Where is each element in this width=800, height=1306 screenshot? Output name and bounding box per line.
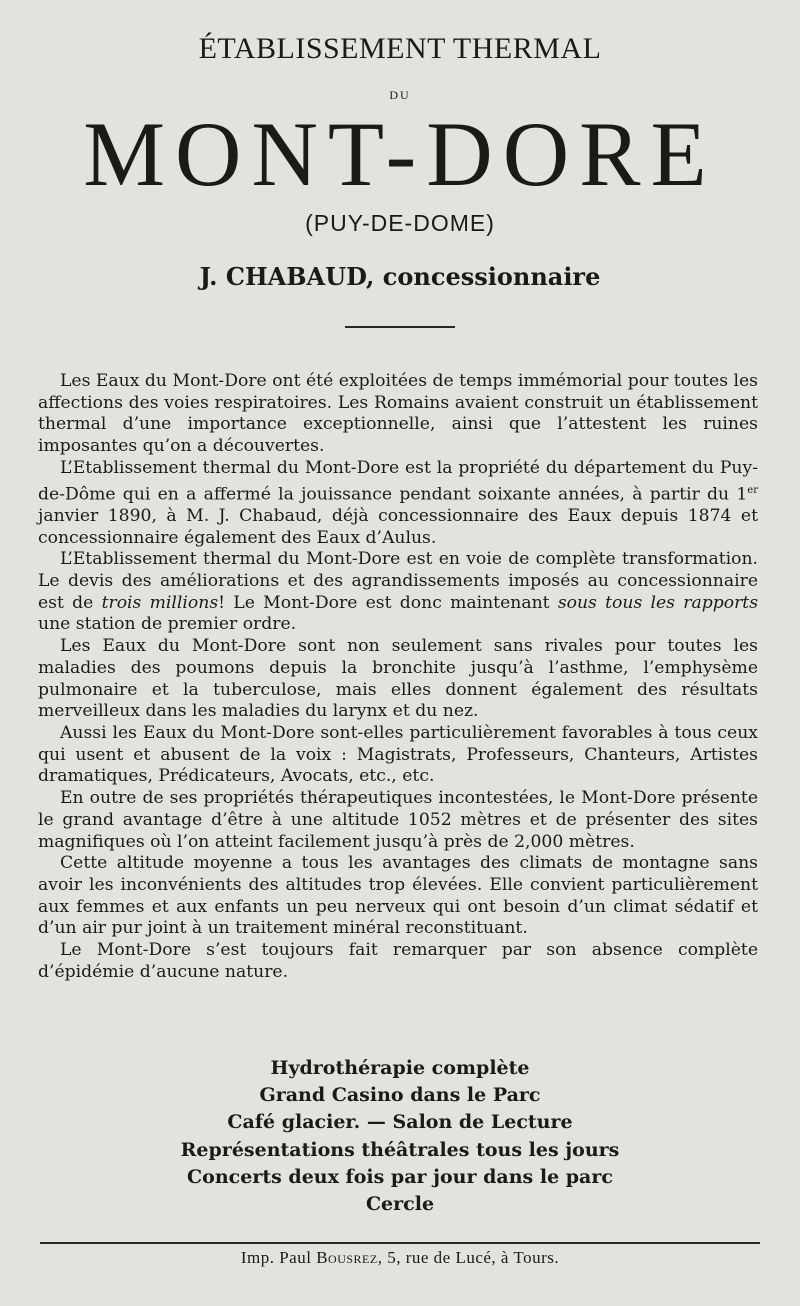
paragraph-ownership-part2: janvier 1890, à M. J. Chabaud, déjà concessionnaire des Eaux depuis 1874 et concessionnaire également des Eaux d’Aulus. — [38, 505, 758, 548]
amenities-list — [0, 1055, 800, 1218]
body-text — [38, 371, 758, 983]
amenity-item: Grand Casino dans le Parc — [259, 1084, 541, 1107]
footer-prefix: Imp. Paul — [240, 1248, 317, 1267]
paragraph-altitude: En outre de ses propriétés thérapeutiques incontestées, le Mont-Dore présente le grand avantage d’être à une altitude 1052 mètres et de présenter des sites magnifiques où l’on atteint facilement jusqu’à près de 2,000 mètres. — [38, 788, 758, 852]
paragraph-epidemie: Le Mont-Dore s’est toujours fait remarquer par son absence complète d’épidémie d’aucune nature. — [38, 940, 758, 982]
heading-connector: DU — [389, 88, 411, 102]
paragraph-maladies: Les Eaux du Mont-Dore sont non seulement sans rivales pour toutes les maladies des poumons depuis la bronchite jusqu’à l’asthme, l’emphysème pulmonaire et la tuberculose, mais elles donnent également des résultats merveilleux dans les maladies du larynx et du nez. — [38, 636, 758, 722]
amenity-item: Hydrothérapie complète — [270, 1057, 530, 1079]
paragraph-voix: Aussi les Eaux du Mont-Dore sont-elles particulièrement favorables à tous ceux qui usent et abusent de la voix : Magistrats, Professeurs, Chanteurs, Artistes dramatiques, Prédicateurs, Avocats, etc., etc. — [38, 722, 758, 787]
concessionnaire-line: J. CHABAUD, concessionnaire — [199, 262, 601, 291]
amenity-item: Concerts deux fois par jour dans le parc — [187, 1165, 613, 1188]
printer-footer — [0, 1248, 800, 1268]
emphasis-rapports: sous tous les rapports — [557, 592, 759, 613]
footer-address: , 5, rue de Lucé, à Tours. — [377, 1248, 560, 1267]
amenity-item: Représentations théâtrales tous les jours — [180, 1138, 620, 1161]
amenity-item: Cercle — [365, 1193, 435, 1216]
establishment-heading: ÉTABLISSEMENT THERMAL — [198, 32, 602, 65]
paragraph-transformation-part2: ! Le Mont-Dore est donc maintenant — [218, 592, 558, 613]
department-subtitle: (PUY-DE-DOME) — [305, 210, 495, 236]
paragraph-transformation-part1: L’Etablissement thermal du Mont-Dore est en voie de complète transformation. Le devis des améliorations et des agrandissements imposés au concessionnaire est de — [38, 549, 758, 613]
amenity-item: Café glacier. — Salon de Lecture — [227, 1111, 573, 1134]
printer-name: Bousrez — [316, 1248, 378, 1267]
main-title: MONT-DORE — [83, 103, 717, 205]
footer-divider — [40, 1242, 760, 1244]
emphasis-amount: trois millions — [101, 592, 219, 613]
paragraph-ownership — [38, 458, 758, 550]
header-divider — [345, 326, 455, 328]
paragraph-ownership-part1: L’Etablissement thermal du Mont-Dore est la propriété du département du Puy-de-Dôme qui en a affermé la jouissance pendant soixante années, à partir du 1 — [38, 457, 758, 505]
paragraph-transformation-part3: une station de premier ordre. — [38, 614, 297, 635]
paragraph-history: Les Eaux du Mont-Dore ont été exploitées de temps immémorial pour toutes les affections des voies respiratoires. Les Romains avaient construit un établissement thermal d’une importance exceptionnelle, ainsi que l’attestent les ruines imposantes qu’on a découvertes. — [38, 371, 758, 457]
ordinal-superscript: er — [747, 484, 758, 496]
paragraph-transformation — [38, 549, 758, 636]
paragraph-climat: Cette altitude moyenne a tous les avantages des climats de montagne sans avoir les inconvénients des altitudes trop élevées. Elle convient particulièrement aux femmes et aux enfants un peu nerveux qui ont besoin d’un climat sédatif et d’un air pur joint à un traitement minéral reconstituant. — [38, 853, 758, 939]
